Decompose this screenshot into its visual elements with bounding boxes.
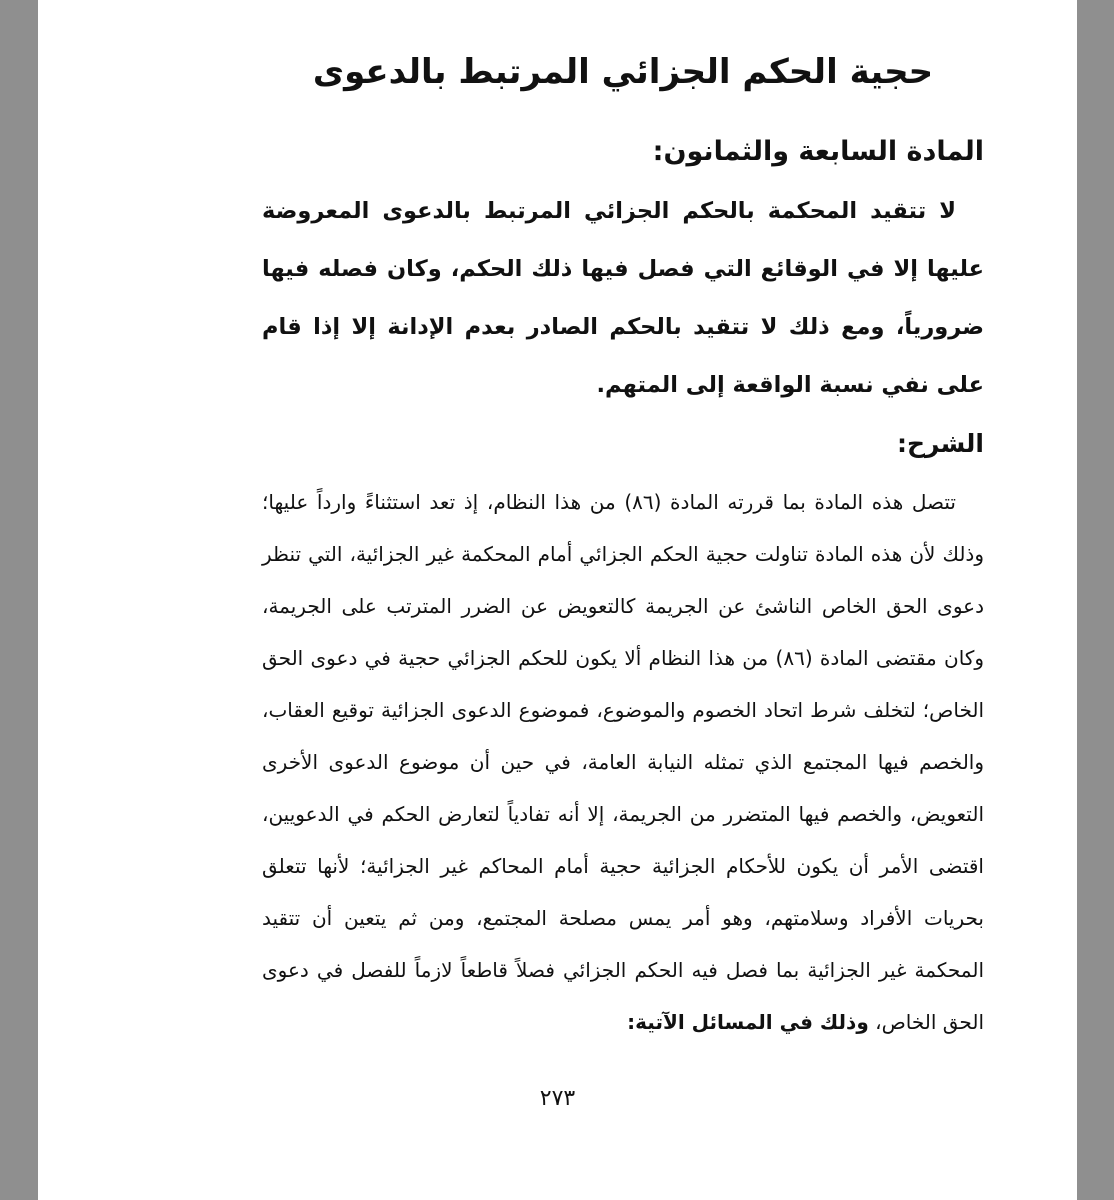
- page-content: [262, 42, 984, 1048]
- explanation-tail: وذلك في المسائل الآتية:: [627, 1010, 869, 1034]
- article-heading: المادة السابعة والثمانون:: [652, 136, 984, 167]
- article-text: لا تتقيد المحكمة بالحكم الجزائي المرتبط بالدعوى المعروضة عليها إلا في الوقائع التي فصل فيها ذلك الحكم، وكان فصله فيها ضرورياً، ومع ذلك لا تتقيد بالحكم الصادر بعدم الإدانة إلا إذا قام على نفي نسبة الواقعة إلى المتهم.: [262, 198, 984, 398]
- page-number: ٢٧٣: [539, 1086, 576, 1111]
- page-title: حجية الحكم الجزائي المرتبط بالدعوى: [312, 52, 934, 92]
- explanation-body: تتصل هذه المادة بما قررته المادة (٨٦) من هذا النظام، إذ تعد استثناءً وارداً عليها؛ وذلك لأن هذه المادة تناولت حجية الحكم الجزائي أمام المحكمة غير الجزائية، التي تنظر دعوى الحق الخاص الناشئ عن الجريمة كالتعويض عن الضرر المترتب على الجريمة، وكان مقتضى المادة (٨٦) من هذا النظام ألا يكون للحكم الجزائي حجية في دعوى الحق الخاص؛ لتخلف شرط اتحاد الخصوم والموضوع، فموضوع الدعوى الجزائية توقيع العقاب، والخصم فيها المجتمع الذي تمثله النيابة العامة، في حين أن موضوع الدعوى الأخرى التعويض، والخصم فيها المتضرر من الجريمة، إلا أنه تفادياً لتعارض الحكم في الدعويين، اقتضى الأمر أن يكون للأحكام الجزائية حجية أمام المحاكم غير الجزائية؛ لأنها تتعلق بحريات الأفراد وسلامتهم، وهو أمر يمس مصلحة المجتمع، ومن ثم يتعين أن تتقيد المحكمة غير الجزائية بما فصل فيه الحكم الجزائي فصلاً قاطعاً لازماً للفصل في دعوى الحق الخاص،: [262, 490, 984, 1034]
- explanation-heading: الشرح:: [897, 429, 984, 458]
- explanation-text: [262, 476, 984, 1048]
- book-page: [38, 0, 1077, 1200]
